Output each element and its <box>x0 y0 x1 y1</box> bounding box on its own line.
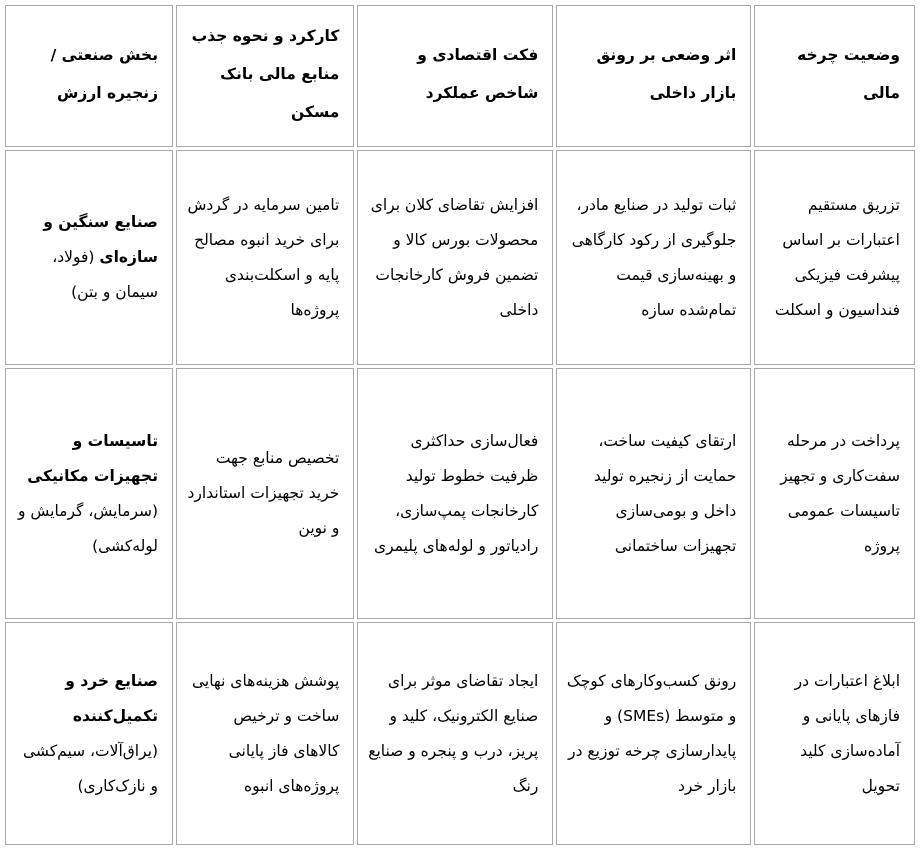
header-function: کارکرد و نحوه جذب منابع مالی بانک مسکن <box>176 5 354 147</box>
table-row <box>5 150 915 365</box>
cell-fact: ایجاد تقاضای موثر برای صنایع الکترونیک، کلید و پریز، درب و پنجره و صنایع رنگ <box>357 622 553 845</box>
cell-stage: تزریق مستقیم اعتبارات بر اساس پیشرفت فیزیکی فنداسیون و اسکلت <box>754 150 915 365</box>
sector-title: تاسیسات و تجهیزات مکانیکی <box>27 431 159 485</box>
financing-table-container <box>2 2 918 848</box>
cell-function: تامین سرمایه در گردش برای خرید انبوه مصالح پایه و اسکلت‌بندی پروژه‌ها <box>176 150 354 365</box>
table-header-row <box>5 5 915 147</box>
cell-effect: رونق کسب‌وکارهای کوچک و متوسط (SMEs) و پایدارسازی چرخه توزیع در بازار خرد <box>556 622 751 845</box>
sector-title: صنایع خرد و تکمیل‌کننده <box>65 671 159 725</box>
sector-detail: (فولاد، سیمان و بتن) <box>52 248 159 301</box>
cell-fact: افزایش تقاضای کلان برای محصولات بورس کالا و تضمین فروش کارخانجات داخلی <box>357 150 553 365</box>
cell-stage: پرداخت در مرحله سفت‌کاری و تجهیز تاسیسات عمومی پروژه <box>754 368 915 619</box>
header-effect: اثر وضعی بر رونق بازار داخلی <box>556 5 751 147</box>
cell-stage: ابلاغ اعتبارات در فازهای پایانی و آماده‌سازی کلید تحویل <box>754 622 915 845</box>
table-row <box>5 622 915 845</box>
cell-fact: فعال‌سازی حداکثری ظرفیت خطوط تولید کارخانجات پمپ‌سازی، رادیاتور و لوله‌های پلیمری <box>357 368 553 619</box>
cell-function: تخصیص منابع جهت خرید تجهیزات استاندارد و نوین <box>176 368 354 619</box>
header-sector: بخش صنعتی / زنجیره ارزش <box>5 5 173 147</box>
cell-sector <box>5 368 173 619</box>
cell-function: پوشش هزینه‌های نهایی ساخت و ترخیص کالاهای فاز پایانی پروژه‌های انبوه <box>176 622 354 845</box>
sector-title: صنایع سنگین و سازه‌ای <box>43 213 159 266</box>
sector-detail: (سرمایش، گرمایش و لوله‌کشی) <box>17 501 159 555</box>
table-row <box>5 368 915 619</box>
cell-effect: ثبات تولید در صنایع مادر، جلوگیری از رکود کارگاهی و بهینه‌سازی قیمت تمام‌شده سازه <box>556 150 751 365</box>
cell-sector <box>5 150 173 365</box>
sector-detail: (یراق‌آلات، سیم‌کشی و نازک‌کاری) <box>23 741 159 795</box>
cell-effect: ارتقای کیفیت ساخت، حمایت از زنجیره تولید داخل و بومی‌سازی تجهیزات ساختمانی <box>556 368 751 619</box>
financing-table <box>2 2 918 848</box>
header-fact: فکت اقتصادی و شاخص عملکرد <box>357 5 553 147</box>
cell-sector <box>5 622 173 845</box>
header-stage: وضعیت چرخه مالی <box>754 5 915 147</box>
